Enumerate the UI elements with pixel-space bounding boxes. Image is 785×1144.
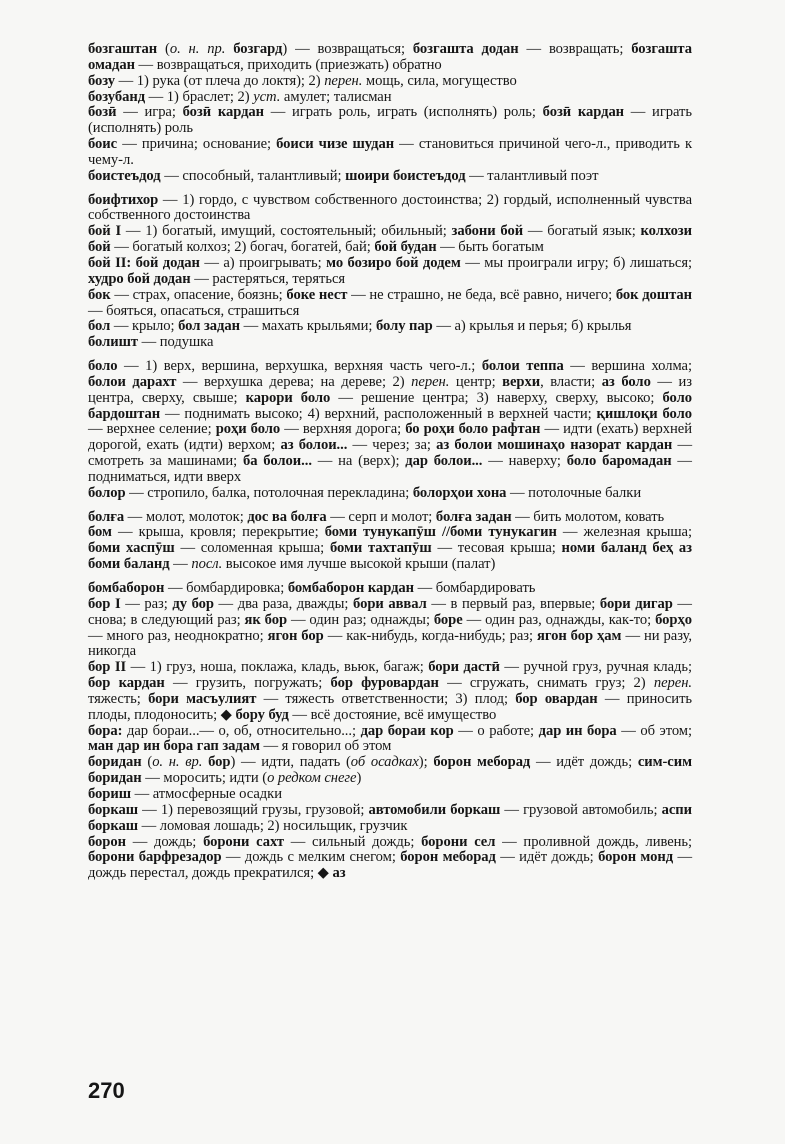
dictionary-entry: боис — причина; основание; боиси чизе шудан — становиться причиной чего-л., приводить к чему-л. xyxy=(88,136,692,168)
dictionary-entry: боридан (о. н. вр. бор) — идти, падать (об осадках); борон меборад — идёт дождь; сим-сим боридан — моросить; идти (о редком снеге) xyxy=(88,754,692,787)
dictionary-column xyxy=(88,42,692,882)
dictionary-entry: боистеъдод — способный, талантливый; шоири боистеъдод — талантливый поэт xyxy=(88,167,599,184)
dictionary-entry: бориш — атмосферные осадки xyxy=(88,785,282,802)
dictionary-entry: бозгаштан (о. н. пр. бозгард) — возвращаться; бозгашта додан — возвращать; бозгашта омадан — возвращаться, приходить (приезжать) обратно xyxy=(88,41,692,73)
dictionary-entry: бор I — раз; ду бор — два раза, дважды; бори аввал — в первый раз, впервые; бори дигар — снова; в следующий раз; як бор — один раз; однажды; боре — один раз, однажды, как-то; борҳо — много раз, неоднократно; ягон бор — как-нибудь, когда-нибудь; раз; ягон бор ҳам — ни разу, никогда xyxy=(88,595,692,660)
dictionary-entry: бол — крыло; бол задан — махать крыльями; болу пар — а) крылья и перья; б) крылья xyxy=(88,318,632,335)
dictionary-entry: бозӣ — игра; бозӣ кардан — играть роль, играть (исполнять) роль; бозӣ кардан — играть (исполнять) роль xyxy=(88,104,692,137)
dictionary-entry: бой II: бой додан — а) проигрывать; мо бозиро бой додем — мы проиграли игру; б) лишаться; худро бой додан — растеряться, теряться xyxy=(88,254,693,287)
dictionary-entry: бора: дар бораи...— о, об, относительно...; дар бораи кор — о работе; дар ин бора — об этом; ман дар ин бора гап задам — я говорил об этом xyxy=(88,722,692,755)
dictionary-entry: болға — молот, молоток; дос ва болға — серп и молот; болға задан — бить молотом, ковать xyxy=(88,508,665,525)
dictionary-entry: бок — страх, опасение, боязнь; боке нест — не страшно, не беда, всё равно, ничего; бок доштан — бояться, опасаться, страшиться xyxy=(88,286,692,319)
dictionary-entry: бозубанд — 1) браслет; 2) уст. амулет; талисман xyxy=(88,88,392,105)
dictionary-entry: бой I — 1) богатый, имущий, состоятельный; обильный; забони бой — богатый язык; колхози бой — богатый колхоз; 2) богач, богатей, бай; бой будан — быть богатым xyxy=(88,223,692,256)
dictionary-entry: боифтихор — 1) гордо, с чувством собственного достоинства; 2) гордый, исполненный чувства собственного достоинства xyxy=(88,191,692,224)
dictionary-entry: бозу — 1) рука (от плеча до локтя); 2) перен. мощь, сила, могущество xyxy=(88,72,517,89)
dictionary-entry: бомбаборон — бомбардировка; бомбаборон кардан — бомбардировать xyxy=(88,580,536,596)
dictionary-entry: бом — крыша, кровля; перекрытие; боми тунукапӯш //боми тунукагин — железная крыша; боми хаспӯш — соломенная крыша; боми тахтапӯш — тесовая крыша; номи баланд беҳ аз боми баланд — посл. высокое имя лучше высокой крыши (палат) xyxy=(88,524,692,573)
dictionary-entry: боркаш — 1) перевозящий грузы, грузовой; автомобили боркаш — грузовой автомобиль; аспи боркаш — ломовая лошадь; 2) носильщик, грузчик xyxy=(88,801,693,834)
dictionary-entry: болишт — подушка xyxy=(88,334,214,351)
dictionary-entry: бор II — 1) груз, ноша, поклажа, кладь, вьюк, багаж; бори дастӣ — ручной груз, ручная кладь; бор кардан — грузить, погружать; бор фуровардан — сгружать, снимать груз; 2) перен. тяжесть; бори масъулият — тяжесть ответственности; 3) плод; бор овардан — приносить плоды, плодоносить; ◆ бору буд — всё достояние, всё имущество xyxy=(88,659,693,723)
dictionary-entry: борон — дождь; борони сахт — сильный дождь; борони сел — проливной дождь, ливень; борони барфрезадор — дождь с мелким снегом; борон меборад — идёт дождь; борон монд — дождь перестал, дождь прекратился; ◆ аз xyxy=(88,833,693,882)
dictionary-entry: болор — стропило, балка, потолочная перекладина; болорҳои хона — потолочные балки xyxy=(88,484,642,501)
page-number: 270 xyxy=(88,1078,125,1103)
dictionary-entry: боло — 1) верх, вершина, верхушка, верхняя часть чего-л.; болои теппа — вершина холма; болои дарахт — верхушка дерева; на дереве; 2) перен. центр; верхи, власти; аз боло — из центра, сверху, свыше; карори боло — решение центра; 3) наверху, сверху, высоко; боло бардоштан — поднимать высоко; 4) верхний, расположенный в верхней части; қишлоқи боло — верхнее селение; роҳи боло — верхняя дорога; бо роҳи боло рафтан — идти (ехать) верхней дорогой, ехать (идти) верхом; аз болои... — через; за; аз болои мошинаҳо назорат кардан — смотреть за машинами; ба болои... — на (верх); дар болои... — наверху; боло баромадан — подниматься, идти вверх xyxy=(88,358,692,485)
